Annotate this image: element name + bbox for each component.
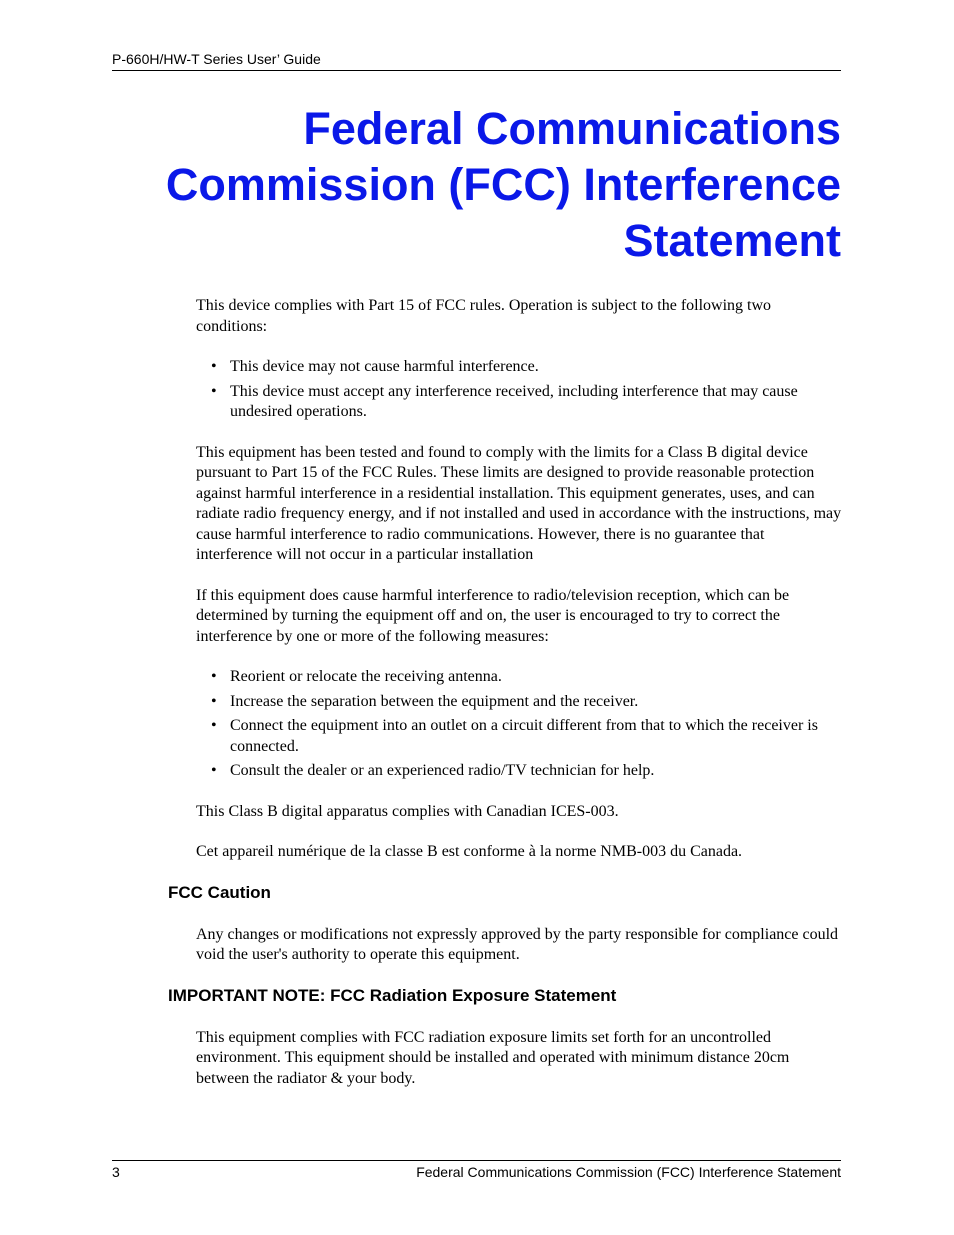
canada-french-paragraph: Cet appareil numérique de la classe B est conforme à la norme NMB-003 du Canada. [196,843,743,860]
title-line-1: Federal Communications [303,103,841,154]
conditions-list [196,357,844,423]
bullet-icon: • [211,668,217,685]
radiation-exposure-paragraph: This equipment complies with FCC radiation exposure limits set forth for an uncontrolled environment. This equipment should be installed and operated with minimum distance 20cm between the radiator & your body. [196,1028,790,1087]
list-item: • Increase the separation between the equipment and the receiver. [196,692,844,713]
body-text [168,296,844,1109]
page-title [112,101,841,269]
harmful-interference-paragraph: If this equipment does cause harmful interference to radio/television reception, which can be determined by turning the equipment off and on, the user is encouraged to try to correct the interference by one or more of the following measures: [196,586,790,645]
intro-paragraph: This device complies with Part 15 of FCC rules. Operation is subject to the following two conditions: [196,297,772,335]
title-line-2: Commission (FCC) Interference [165,159,841,210]
bullet-icon: • [211,358,217,375]
list-item: • Reorient or relocate the receiving antenna. [196,667,844,688]
list-item: • Connect the equipment into an outlet on a circuit different from that to which the receiver is connected. [211,717,818,755]
radiation-exposure-heading: IMPORTANT NOTE: FCC Radiation Exposure Statement [168,985,617,1005]
bullet-icon: • [211,382,217,400]
fcc-caution-heading: FCC Caution [168,882,271,902]
tested-paragraph: This equipment has been tested and found to comply with the limits for a Class B digital device pursuant to Part 15 of the FCC Rules. These limits are designed to provide reasonable protection against harmful interference in a residential installation. This equipment generates, uses, and can radiate radio frequency energy, and if not installed and used in accordance with the instructions, may cause harmful interference to radio communications. However, there is no guarantee that interference will not occur in a particular installation [196,443,842,563]
fcc-caution-paragraph: Any changes or modifications not expressly approved by the party responsible for compliance could void the user's authority to operate this equipment. [196,925,839,963]
measures-list [196,667,844,782]
title-line-3: Statement [623,215,841,266]
running-header: P-660H/HW-T Series User’ Guide [112,51,841,71]
page-number: 3 [112,1164,120,1180]
bullet-icon: • [211,762,217,779]
running-footer [112,1160,841,1180]
list-item: • This device must accept any interference received, including interference that may cause undesired operations. [211,382,798,420]
bullet-icon: • [211,692,217,710]
bullet-icon: • [211,717,217,734]
footer-section-title: Federal Communications Commission (FCC) Interference Statement [416,1164,841,1180]
canada-english-paragraph: This Class B digital apparatus complies with Canadian ICES-003. [196,802,619,820]
list-item: • Consult the dealer or an experienced radio/TV technician for help. [196,761,844,782]
list-item: • This device may not cause harmful interference. [196,357,844,378]
